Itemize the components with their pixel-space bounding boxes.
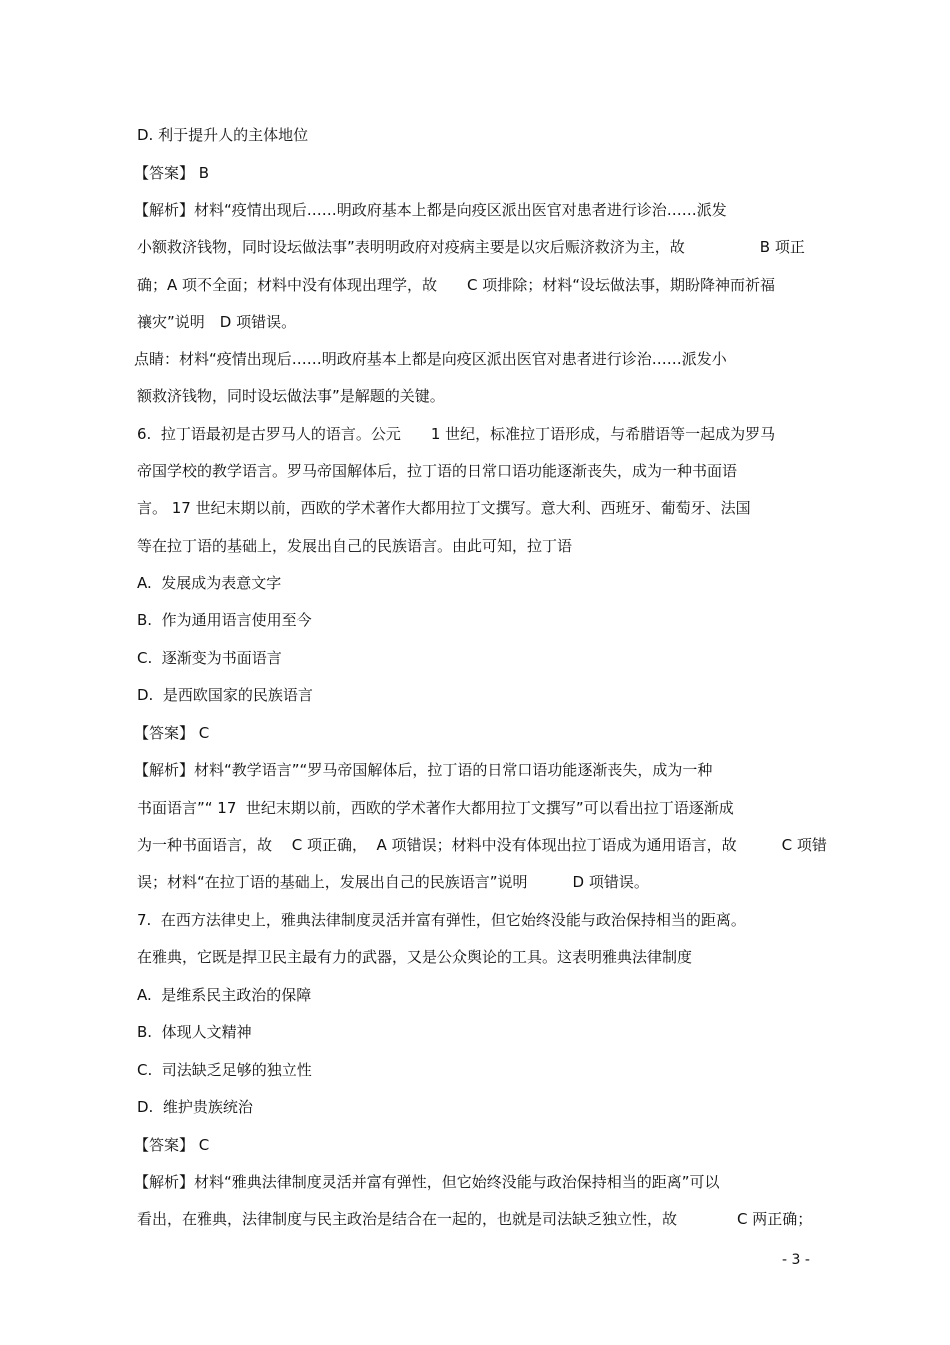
text-line: 点睛：材料“疫情出现后……明政府基本上都是向疫区派出医官对患者进行诊治……派发小	[134, 350, 727, 368]
text-line: 看出，在雅典，法律制度与民主政治是结合在一起的，也就是司法缺乏独立性，故 C 两正确；	[137, 1210, 813, 1228]
text-line: 【答案】 B	[134, 164, 210, 182]
answer-option: A. 是维系民主政治的保障	[137, 986, 312, 1004]
text-line: 帝国学校的教学语言。罗马帝国解体后，拉丁语的日常口语功能逐渐丧失，成为一种书面语	[137, 462, 738, 480]
text-line: 为一种书面语言，故 C 项正确， A 项错误；材料中没有体现出拉丁语成为通用语言，故 C 项错	[137, 836, 827, 854]
text-line: 确；A 项不全面；材料中没有体现出理学，故 C 项排除；材料“设坛做法事，期盼降神而祈福	[137, 276, 776, 294]
page-number: - 3 -	[782, 1252, 810, 1268]
text-line: 在雅典，它既是捍卫民主最有力的武器，又是公众舆论的工具。这表明雅典法律制度	[137, 948, 693, 966]
answer-option: C. 司法缺乏足够的独立性	[137, 1061, 312, 1079]
text-line: 小额救济钱物，同时设坛做法事”表明明政府对疫病主要是以灾后赈济救济为主，故 B 项正	[137, 238, 805, 256]
answer-option: D. 维护贵族统治	[137, 1098, 253, 1116]
answer-option: C. 逐渐变为书面语言	[137, 649, 282, 667]
text-line: 禳灾”说明 D 项错误。	[137, 313, 297, 331]
text-line: 【解析】材料“疫情出现后……明政府基本上都是向疫区派出医官对患者进行诊治……派发	[134, 201, 727, 219]
answer-key: 【答案】 C	[134, 724, 210, 742]
question-stem: 6. 拉丁语最初是古罗马人的语言。公元 1 世纪，标准拉丁语形成，与希腊语等一起成为罗马	[137, 425, 776, 443]
answer-key: 【答案】 C	[134, 1136, 210, 1154]
text-line: 书面语言”“ 17 世纪末期以前，西欧的学术著作大都用拉丁文撰写”可以看出拉丁语逐渐成	[137, 799, 734, 817]
answer-option: B. 作为通用语言使用至今	[137, 611, 312, 629]
text-line: 等在拉丁语的基础上，发展出自己的民族语言。由此可知，拉丁语	[137, 537, 573, 555]
text-line: 【解析】材料“教学语言”“罗马帝国解体后，拉丁语的日常口语功能逐渐丧失，成为一种	[134, 761, 713, 779]
answer-option: D. 是西欧国家的民族语言	[137, 686, 313, 704]
answer-option: A. 发展成为表意文字	[137, 574, 282, 592]
text-line: 【解析】材料“雅典法律制度灵活并富有弹性，但它始终没能与政治保持相当的距离”可以	[134, 1173, 720, 1191]
answer-option: B. 体现人文精神	[137, 1023, 252, 1041]
text-line: D. 利于提升人的主体地位	[137, 126, 309, 144]
question-stem: 7. 在西方法律史上，雅典法律制度灵活并富有弹性，但它始终没能与政治保持相当的距离。	[137, 911, 746, 929]
text-line: 误；材料“在拉丁语的基础上，发展出自己的民族语言”说明 D 项错误。	[137, 873, 649, 891]
text-line: 言。 17 世纪末期以前，西欧的学术著作大都用拉丁文撰写。意大利、西班牙、葡萄牙、法国	[137, 499, 751, 517]
text-line: 额救济钱物，同时设坛做法事”是解题的关键。	[137, 387, 445, 405]
